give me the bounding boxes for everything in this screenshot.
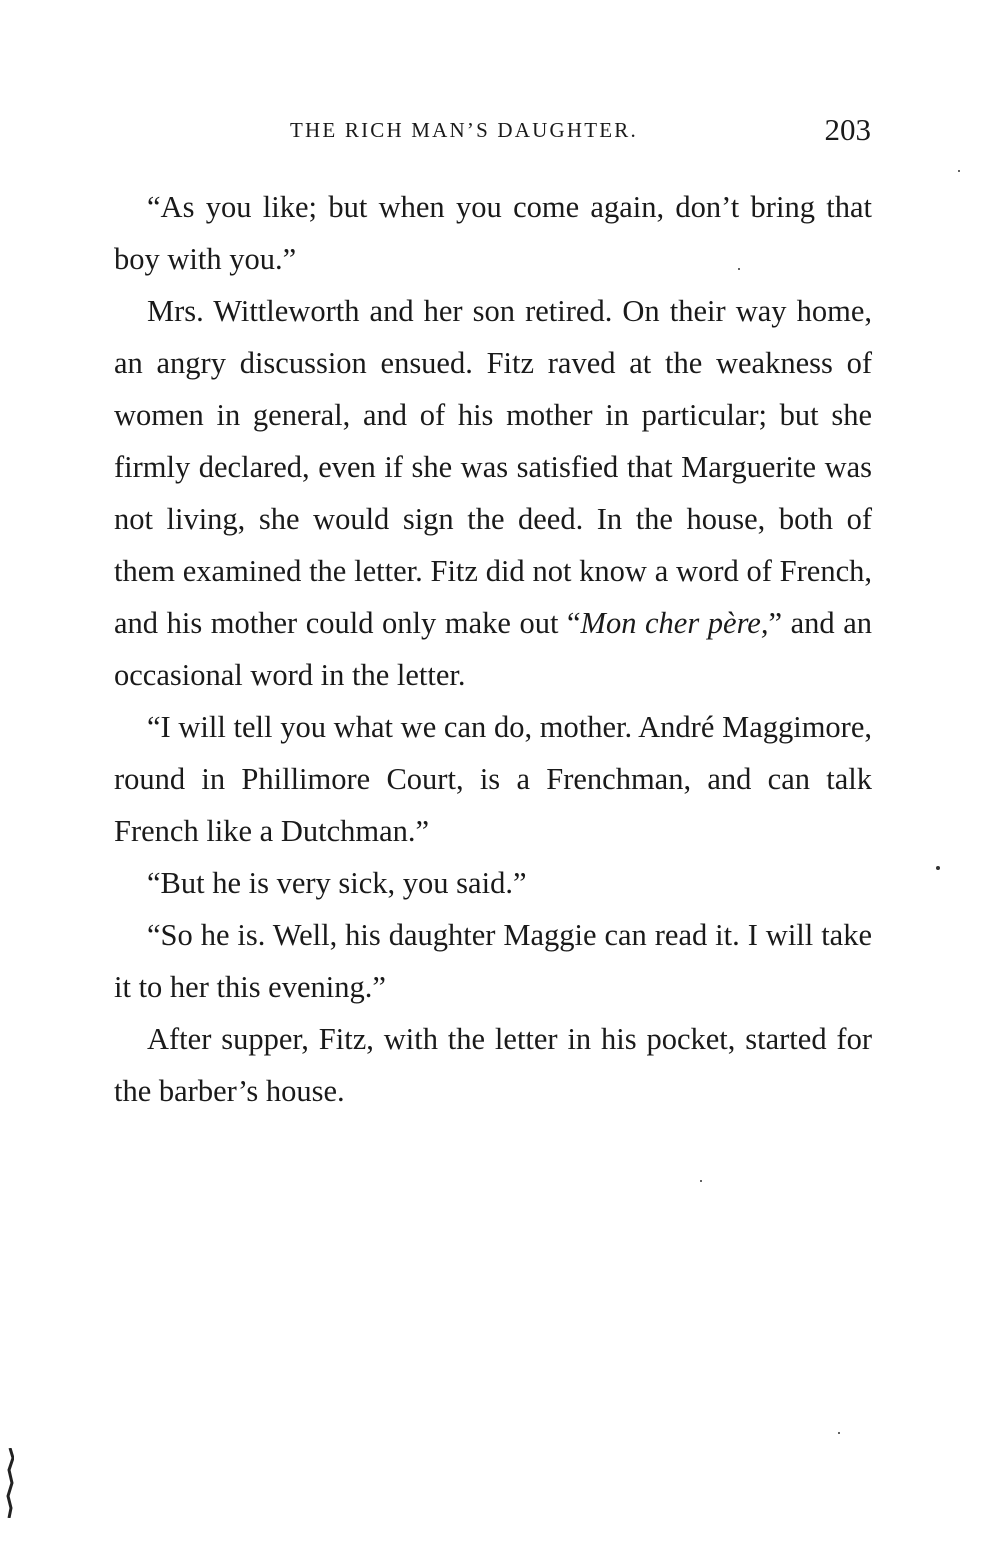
scan-speck xyxy=(936,866,940,870)
paragraph-text: “I will tell you what we can do, mother. André Maggimore, round in Phillimore Court, is a Frenchman, and can talk French like a Dutchman.” xyxy=(114,710,872,848)
body-text xyxy=(114,181,872,1117)
paragraph xyxy=(114,909,872,1013)
paragraph-text: Mrs. Wittleworth and her son retired. On their way home, an angry discussion ensued. Fitz raved at the weakness of women in general, and of his mother in particular; but she firmly declared, even if she was satisfied that Marguerite was not living, she would sign the deed. In the house, both of them examined the letter. Fitz did not know a word of French, and his mother could only make out “ xyxy=(114,294,872,640)
paragraph-text: “As you like; but when you come again, don’t bring that boy with you.” xyxy=(114,190,872,276)
paragraph xyxy=(114,857,872,909)
page-number: 203 xyxy=(824,112,871,147)
scan-speck xyxy=(700,1180,702,1182)
paragraph-text: “So he is. Well, his daughter Maggie can read it. I will take it to her this evening.” xyxy=(114,918,872,1004)
paragraph xyxy=(114,181,872,285)
paragraph xyxy=(114,1013,872,1117)
scan-speck xyxy=(838,1432,840,1434)
paragraph-text: ” and an occasional word in the letter. xyxy=(114,606,872,692)
paragraph xyxy=(114,701,872,857)
paragraph-text: After supper, Fitz, with the letter in his pocket, started for the barber’s house. xyxy=(114,1022,872,1108)
page-edge-mark xyxy=(4,1448,14,1518)
paragraph xyxy=(114,285,872,701)
running-title: THE RICH MAN’S DAUGHTER. xyxy=(290,118,638,142)
italic-text: Mon cher père, xyxy=(580,606,769,640)
running-head xyxy=(290,112,871,152)
paragraph-text: “But he is very sick, you said.” xyxy=(147,866,527,900)
scan-speck xyxy=(738,268,740,270)
scan-speck xyxy=(958,170,960,172)
